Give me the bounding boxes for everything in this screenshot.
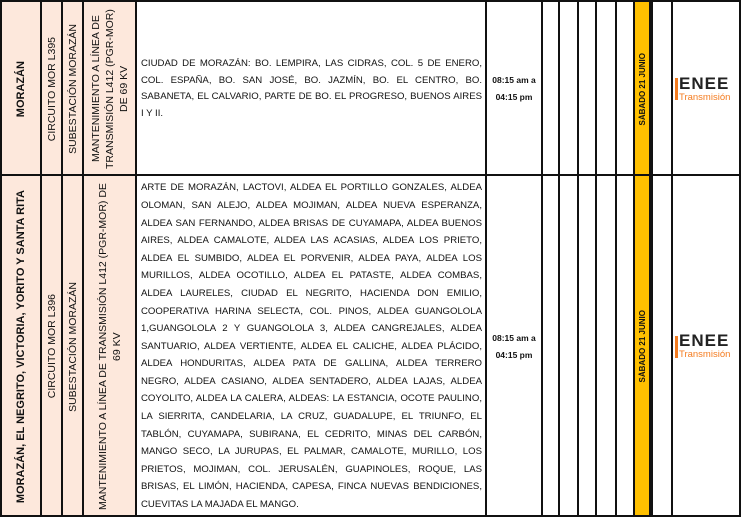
municipality: MORAZÁN, EL NEGRITO, VICTORIA, YORITO Y SANTA RITA (15, 189, 27, 504)
circuit: CIRCUITO MOR L395 (45, 36, 58, 142)
work-description: MANTENIMIENTO A LÍNEA DE TRANSMISIÓN L412 (PGR-MOR) DE 69 KV (89, 9, 130, 169)
date: SÁBADO 21 JUNIO (637, 52, 647, 126)
municipality-cell (0, 2, 40, 176)
time-cell (485, 2, 541, 176)
work-cell (82, 2, 135, 176)
date-cell (633, 176, 651, 517)
empty-cell (615, 176, 633, 517)
time-end: 04:15 pm (495, 92, 533, 102)
circuit-cell (40, 176, 61, 517)
logo-main: ENEE (679, 73, 730, 93)
municipality: MORAZÁN (15, 60, 27, 118)
empty-cell (595, 176, 615, 517)
date-cell (633, 2, 651, 176)
enee-logo (675, 73, 731, 103)
enee-logo (675, 333, 730, 360)
logo-sub: Transmisión (679, 91, 731, 103)
sectors-cell (135, 176, 485, 517)
logo-cell (671, 176, 739, 517)
empty-cell (541, 176, 558, 517)
time-cell (485, 176, 541, 517)
logo-main: ENEE (679, 331, 730, 350)
empty-cell (651, 176, 671, 517)
affected-sectors: ARTE DE MORAZÁN, LACTOVI, ALDEA EL PORTILLO GONZALES, ALDEA OLOMAN, SAN ALEJO, ALDEA MOJIMAN, ALDEA NUEVA ESPERANZA, ALDEA SAN FERNANDO, ALDEA BRISAS DE CUYAMAPA, ALDEA BUENOS AIRES, ALDEA CAMALOTE, ALDEA LAS ACASIAS, ALDEA LOS PRIETO, ALDEA EL SUMBIDO, ALDEA EL PORVENIR, ALDEA PAYA, ALDEA LOS MURILLOS, ALDEA OCOTILLO, ALDEA EL PATASTE, ALDEA COMBAS, ALDEA LAURELES, CIUDAD EL NEGRITO, HACIENDA DON EMILIO, COOPERATIVA HARINA SELECTA, COL. PINOS, ALDEA GUANGOLOLA 1,GUANGOLOLA 2 Y GUANGOLOLA 3, ALDEA CANGREJALES, ALDEA SANTUARIO, ALDEA VERTIENTE, ALDEA EL CALICHE, ALDEA PLÁCIDO, ALDEA HONDURITAS, ALDEA PATA DE GALLINA, ALDEA TERRERO NEGRO, ALDEA CASIANO, ALDEA SENTADERO, ALDEA LAJAS, ALDEA COYOLITO, ALDEA LA CALERA, ALDEAS: LA ESTANCIA, OCOTE PAULINO, LA SIERRITA, CANDELARIA, LA CRUZ, GUADALUPE, EL TRIUNFO, EL TABLÓN, CUYAMAPA, SUBIRANA, EL CEDRITO, MINAS DEL CARBÓN, MANGO SECO, LA JURUPAS, EL PALMAR, CAMALOTE, MURILLO, LOS PRIETOS, MOJIMAN, COL. JERUSALÉN, GUAPINOLES, ROQUE, LAS BRISAS, EL LIMÓN, HACIENDA, CAPESA, FINCA NUEVAS BENDICIONES, CUEVITAS LA MAJADA EL MANGO. (141, 182, 482, 511)
work-description: MANTENIMIENTO A LÍNEA DE TRANSMISIÓN L412 (PGR-MOR) DE 69 KV (96, 183, 123, 510)
right-border (739, 2, 741, 176)
empty-cell (615, 2, 633, 176)
logo-sub: Transmisión (679, 349, 731, 360)
municipality-cell (0, 176, 40, 517)
affected-sectors: CIUDAD DE MORAZÁN: BO. LEMPIRA, LAS CIDRAS, COL. 5 DE ENERO, COL. ESPAÑA, BO. SAN JOSÉ, BO. JAZMÍN, BO. EL CENTRO, BO. SABANETA, EL CALVARIO, PARTE DE BO. EL PROGRESO, BUENOS AIRES I Y II. (141, 58, 482, 119)
work-cell (82, 176, 135, 517)
logo-cell (671, 2, 739, 176)
empty-cell (541, 2, 558, 176)
circuit: CIRCUITO MOR L396 (45, 294, 58, 399)
empty-cell (577, 176, 595, 517)
sectors-cell (135, 2, 485, 176)
empty-cell (595, 2, 615, 176)
right-border (739, 176, 741, 517)
date: SÁBADO 21 JUNIO (637, 310, 647, 383)
empty-cell (558, 2, 577, 176)
empty-cell (558, 176, 577, 517)
substation: SUBESTACIÓN MORAZÁN (66, 24, 79, 154)
substation-cell (61, 176, 82, 517)
substation: SUBESTACIÓN MORAZÁN (66, 281, 79, 412)
circuit-cell (40, 2, 61, 176)
time-start: 08:15 am a (492, 332, 536, 343)
substation-cell (61, 2, 82, 176)
logo-mark-icon (675, 336, 678, 358)
logo-mark-icon (675, 78, 678, 100)
empty-cell (577, 2, 595, 176)
time-start: 08:15 am a (492, 75, 536, 85)
time-end: 04:15 pm (495, 349, 533, 360)
outage-row (0, 174, 741, 517)
empty-cell (651, 2, 671, 176)
outage-row (0, 0, 741, 176)
